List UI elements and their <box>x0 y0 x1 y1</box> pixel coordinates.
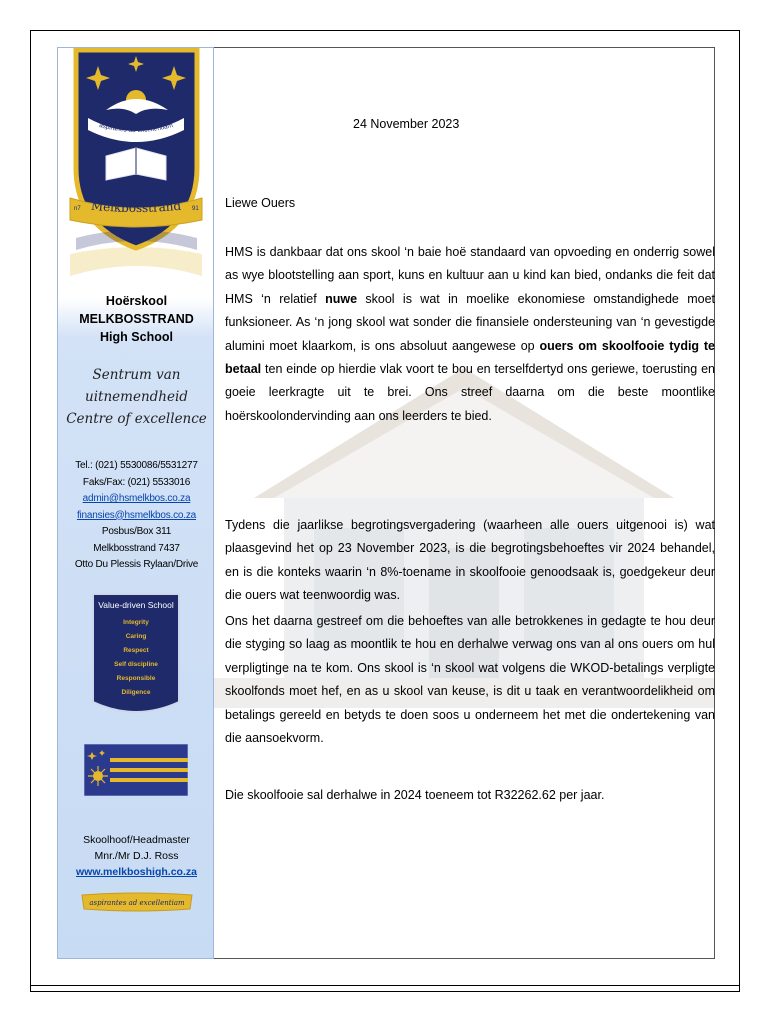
badge-value: Integrity <box>123 619 149 626</box>
emphasis-new: nuwe <box>325 291 358 306</box>
fax: Faks/Fax: (021) 5533016 <box>82 476 191 488</box>
letter-content-area <box>214 47 715 959</box>
telephone: Tel.: (021) 5530086/5531277 <box>75 460 198 471</box>
school-flag-icon <box>84 744 188 796</box>
school-name-line: MELKBOSSTRAND <box>79 312 194 326</box>
street-address: Otto Du Plessis Rylaan/Drive <box>74 559 199 570</box>
bottom-rule <box>30 985 740 986</box>
badge-value: Self discipline <box>114 661 158 668</box>
school-crest-logo <box>68 48 205 318</box>
website-link[interactable]: www.melkboshigh.co.za <box>76 866 197 878</box>
badge-value: Respect <box>123 647 149 654</box>
headmaster-name: Mnr./Mr D.J. Ross <box>94 850 179 862</box>
school-name <box>58 292 215 346</box>
letter-paragraph-4: Die skoolfooie sal derhalwe in 2024 toeneem tot R32262.62 per jaar. <box>225 788 605 802</box>
value-driven-school-badge <box>91 592 181 720</box>
po-box: Posbus/Box 311 <box>101 526 172 537</box>
school-motto <box>58 364 215 430</box>
letter-date: 24 November 2023 <box>353 117 460 131</box>
badge-value: Caring <box>125 633 147 640</box>
paragraph-text: ten einde op hierdie vlak voort te bou en terselfdertyd ons geriewe, toerusting en goeie leerkragte uit te brei. Ons streef daarna om die beste moontlike hoërskoolondervinding aan ons leerders te bied. <box>225 362 715 423</box>
footer-motto-ribbon <box>80 891 194 913</box>
school-name-line: Hoërskool <box>105 294 168 308</box>
motto-line: Centre of excellence <box>66 411 207 427</box>
headmaster-title: Skoolhoof/Headmaster <box>83 834 190 846</box>
letter-greeting: Liewe Ouers <box>225 196 296 210</box>
crest-banner-name: Melkbosstrand <box>90 198 182 216</box>
letter-paragraph-3: Ons het daarna gestreef om die behoeftes van alle betrokkenes in gedagte te hou deur die styging so laag as moontlik te hou en derhalwe verwag ons van al ons ouers om hul verpligtinge na te kom. Ons skool is ‘n skool wat volgens die WKOD-betalings verpligte skoolfonds moet hef, en as u skool van keuse, is dit u taak en verantwoordelikheid om betalings gereeld en betyds te doen soos u onderneem het met die ondertekening van die aansoekvorm. <box>225 614 715 746</box>
motto-line: uitnemendheid <box>85 389 188 405</box>
badge-value: Responsible <box>116 675 156 682</box>
postal-town: Melkbosstrand 7437 <box>93 542 180 554</box>
letter-paragraph-2: Tydens die jaarlikse begrotingsvergadering (waarheen alle ouers uitgenooi is) wat plaasgevind het op 23 November 2023, is die begrotingsbehoeftes vir 2024 behandel, en is die konteks waarin ‘n 8%-toename in skoolfooie genoodsaak is, goedgekeur deur die ouers wat teenwoordig was. <box>225 518 715 603</box>
emphasis-pay-fees: ouers om skoolfooie tydig te betaal <box>225 338 715 377</box>
letterhead-sidebar <box>57 47 214 959</box>
badge-value: Diligence <box>121 689 151 696</box>
crest-ribbon-motto: aspiranes ad excellentiam <box>98 121 174 135</box>
footer-ribbon-text: aspirantes ad excellentiam <box>89 899 185 907</box>
admin-email-link[interactable]: admin@hsmelkbos.co.za <box>82 493 191 504</box>
finance-email-link[interactable]: finansies@hsmelkbos.co.za <box>76 509 197 521</box>
paragraph-text: skool is wat in moelike ekonomiese omstandighede moet funksioneer. As ‘n jong skool wat sonder die finansiele ondersteuning van ‘n gevestigde alumini moet klaarkom, is ons absoluut aangewese op <box>225 291 715 353</box>
crest-ribbon-left: n7 <box>74 206 81 212</box>
crest-ribbon-right: 91 <box>192 206 199 212</box>
badge-title: Value-driven School <box>98 600 174 610</box>
paragraph-text: HMS is dankbaar dat ons skool ‘n baie hoë standaard van opvoeding en onderrig sowel as wye blootstelling aan sport, kuns en kultuur aan u kind kan bied, ondanks die feit dat HMS ‘n relatief <box>225 245 715 306</box>
contact-details <box>58 458 215 574</box>
letter-paragraph-1 <box>225 241 715 428</box>
motto-line: Sentrum van <box>92 367 181 383</box>
headmaster-block <box>58 832 215 880</box>
school-name-line: High School <box>100 330 173 344</box>
